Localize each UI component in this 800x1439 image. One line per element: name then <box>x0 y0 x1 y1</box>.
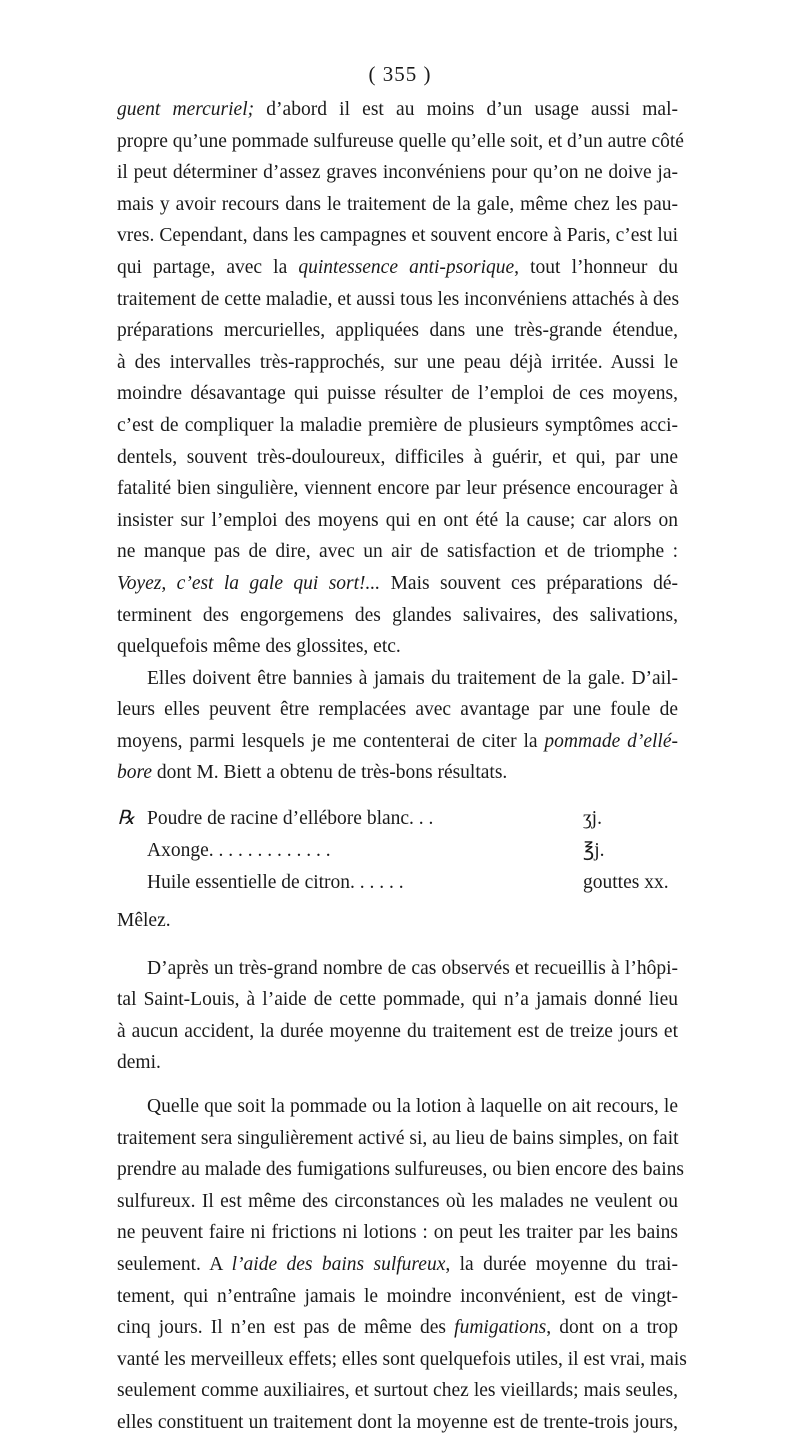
text-line <box>117 663 678 695</box>
text-line <box>117 94 678 126</box>
text-run: d’abord il est au moins d’un usage aussi mal- <box>254 99 678 120</box>
text-line <box>117 953 678 985</box>
text-line <box>117 757 678 789</box>
text-run: moindre désavantage qui puisse résulter de l’emploi de ces moyens, <box>117 383 678 405</box>
text-line <box>117 694 678 726</box>
text-run: propre qu’une pommade sulfureuse quelle qu’elle soit, et d’un autre côté <box>117 130 684 152</box>
text-run: dont M. Biett a obtenu de très-bons résultats. <box>152 762 508 784</box>
page-text <box>117 94 687 1439</box>
text-line <box>117 726 678 758</box>
text-line <box>117 1047 678 1079</box>
text-line <box>117 536 678 568</box>
text-run: elles constituent un traitement dont la moyenne est de trente-trois jours, <box>117 1411 678 1433</box>
text-line <box>117 378 678 410</box>
text-line <box>117 631 678 663</box>
text-line <box>117 252 678 284</box>
text-line <box>117 1249 678 1281</box>
text-run: , tout l’honneur du <box>514 256 678 278</box>
text-run: quelquefois même des glossites, etc. <box>117 636 401 658</box>
text-run: , la durée moyenne du trai- <box>445 1254 678 1275</box>
italic-text: guent mercuriel; <box>117 99 255 120</box>
text-run: Quelle que soit la pommade ou la lotion à laquelle on ait recours, le <box>147 1096 678 1118</box>
text-run: prendre au malade des fumigations sulfureuses, ou bien encore des bains <box>117 1159 684 1181</box>
text-run: moyens, parmi lesquels je me contenterai de citer la <box>117 730 545 752</box>
text-run: ne peuvent faire ni frictions ni lotions : on peut les traiter par les bains <box>117 1222 678 1244</box>
recipe-ingredient: Axonge. . . . . . . . . . . . . <box>147 840 331 862</box>
text-line <box>117 347 678 379</box>
text-line <box>117 189 678 221</box>
text-run: seulement. A <box>117 1254 232 1275</box>
text-line <box>117 1217 678 1249</box>
text-run: D’après un très-grand nombre de cas observés et recueillis à l’hôpi- <box>147 957 678 979</box>
italic-text: quintessence anti-psorique <box>298 256 515 278</box>
text-line <box>117 1312 678 1344</box>
text-run: Elles doivent être bannies à jamais du traitement de la gale. D’ail- <box>147 667 678 689</box>
text-line <box>117 1123 678 1155</box>
italic-text: fumigations <box>454 1317 547 1339</box>
text-line <box>117 157 678 189</box>
text-line <box>117 126 684 158</box>
text-run: vanté les merveilleux effets; elles sont quelquefois utiles, il est vrai, mais <box>117 1348 687 1370</box>
text-run: qui partage, avec la <box>117 256 299 278</box>
text-run: dentels, souvent très-douloureux, difficiles à guérir, et qui, par une <box>117 446 678 468</box>
text-run: il peut déterminer d’assez graves inconvéniens pour qu’on ne doive ja- <box>117 162 678 184</box>
text-run: terminent des engorgemens des glandes salivaires, des salivations, <box>117 604 678 626</box>
text-line <box>117 568 678 600</box>
text-line <box>117 1344 687 1376</box>
text-line <box>117 220 678 252</box>
text-line <box>117 600 678 632</box>
text-run: c’est de compliquer la maladie première de plusieurs symptômes acci- <box>117 414 678 436</box>
text-run: à des intervalles très-rapprochés, sur une peau déjà irritée. Aussi le <box>117 351 678 373</box>
text-line <box>117 442 678 474</box>
text-line <box>117 1407 678 1439</box>
text-run: , dont on a trop <box>546 1317 678 1339</box>
recipe-quantity: ʒj. <box>583 808 602 830</box>
recipe-symbol: ℞ <box>117 808 135 830</box>
text-line <box>117 1091 678 1123</box>
text-line <box>117 1016 678 1048</box>
recipe-instruction: Mêlez. <box>117 910 171 932</box>
paragraph-3 <box>117 953 678 1079</box>
text-run: mais y avoir recours dans le traitement de la gale, même chez les pau- <box>117 193 678 215</box>
text-run: Mais souvent ces préparations dé- <box>380 572 678 594</box>
recipe-quantity: gouttes xx. <box>583 872 669 894</box>
text-run: seulement comme auxiliaires, et surtout chez les vieillards; mais seules, <box>117 1380 678 1402</box>
text-line <box>117 1375 678 1407</box>
recipe <box>117 803 678 899</box>
text-run: insister sur l’emploi des moyens qui en ont été la cause; car alors on <box>117 509 678 531</box>
italic-text: bore <box>117 762 153 784</box>
text-line <box>117 473 678 505</box>
text-run: traitement sera singulièrement activé si, au lieu de bains simples, on fait <box>117 1127 679 1149</box>
text-line <box>117 410 678 442</box>
text-run: ne manque pas de dire, avec un air de satisfaction et de triomphe : <box>117 541 678 563</box>
text-run: sulfureux. Il est même des circonstances où les malades ne veulent ou <box>117 1190 678 1212</box>
text-line <box>117 1281 678 1313</box>
text-line <box>117 984 678 1016</box>
text-run: leurs elles peuvent être remplacées avec avantage par une foule de <box>117 699 678 721</box>
text-line <box>117 315 678 347</box>
paragraph-4 <box>117 1091 687 1439</box>
text-run: tal Saint-Louis, à l’aide de cette pommade, qui n’a jamais donné lieu <box>117 989 678 1011</box>
text-run: cinq jours. Il n’en est pas de même des <box>117 1317 455 1339</box>
italic-text: Voyez, c’est la gale qui sort!... <box>117 572 381 594</box>
italic-text: l’aide des bains sulfureux <box>231 1254 446 1275</box>
text-run: fatalité bien singulière, viennent encore par leur présence encourager à <box>117 478 678 500</box>
text-line <box>117 1186 678 1218</box>
text-line <box>117 284 678 316</box>
text-run: traitement de cette maladie, et aussi tous les inconvéniens attachés à des <box>117 288 680 310</box>
text-line <box>117 505 678 537</box>
recipe-ingredient: Poudre de racine d’ellébore blanc. . . <box>147 808 434 830</box>
text-run: à aucun accident, la durée moyenne du traitement est de treize jours et <box>117 1020 678 1042</box>
recipe-quantity: ℥j. <box>583 840 605 862</box>
text-run: vres. Cependant, dans les campagnes et souvent encore à Paris, c’est lui <box>117 225 678 247</box>
paragraph-2 <box>117 663 678 789</box>
recipe-ingredient: Huile essentielle de citron. . . . . . <box>147 872 404 894</box>
text-run: tement, qui n’entraîne jamais le moindre inconvénient, est de vingt- <box>117 1285 678 1307</box>
italic-text: pommade d’ellé- <box>544 730 678 752</box>
page-number: ( 355 ) <box>368 62 432 86</box>
text-line <box>117 1154 684 1186</box>
text-run: demi. <box>117 1052 161 1074</box>
text-run: préparations mercurielles, appliquées dans une très-grande étendue, <box>117 320 678 342</box>
paragraph-1 <box>117 94 684 663</box>
